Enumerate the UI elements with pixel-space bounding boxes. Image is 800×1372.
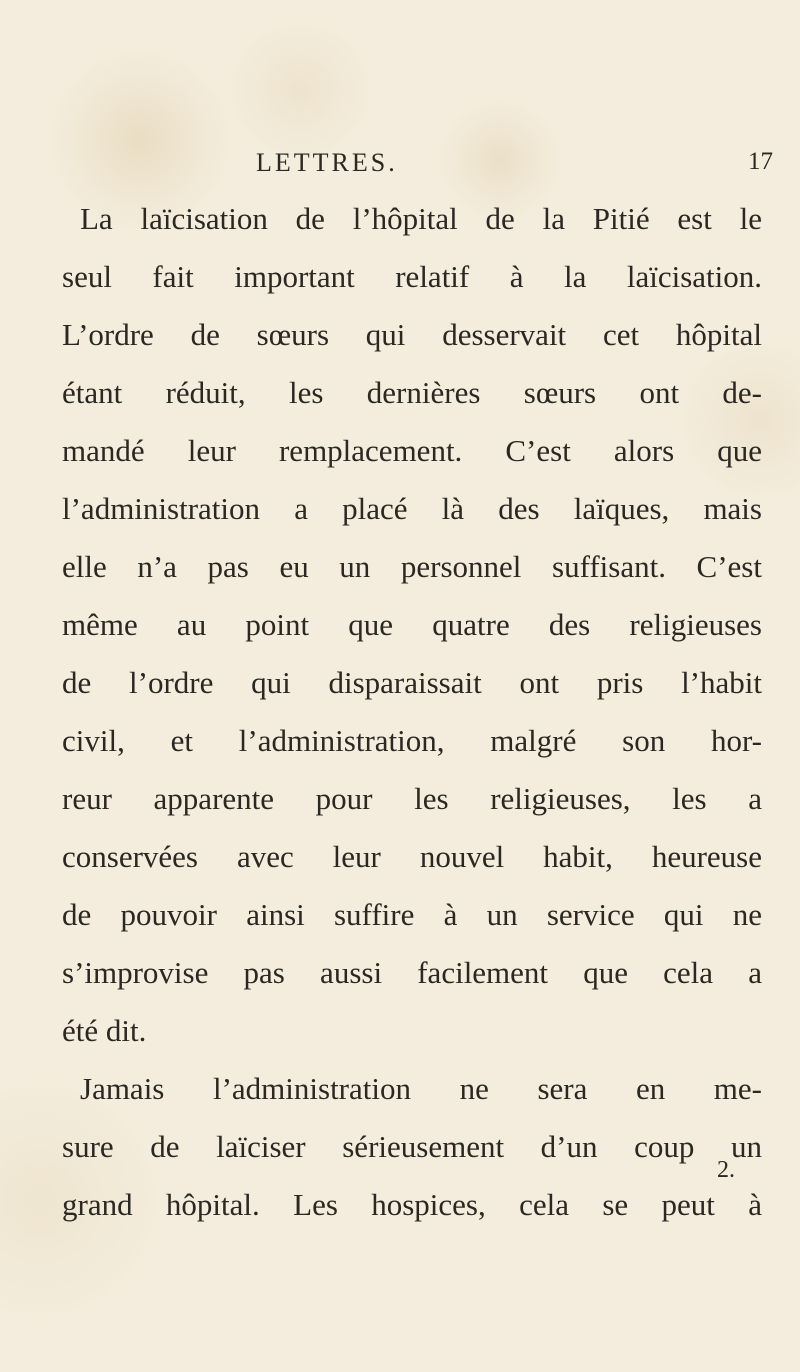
- text-line: l’administration a placé là des laïques, mais: [62, 491, 762, 526]
- text-line: L’ordre de sœurs qui desservait cet hôpital: [62, 317, 762, 352]
- text-line: civil, et l’administration, malgré son hor-: [62, 723, 762, 758]
- page-number: 17: [748, 148, 773, 175]
- signature-mark: 2.: [717, 1157, 735, 1183]
- text-line: Jamais l’administration ne sera en me-: [80, 1071, 762, 1106]
- running-title: LETTRES.: [256, 148, 398, 177]
- text-line: seul fait important relatif à la laïcisation.: [62, 259, 762, 294]
- text-line: été dit.: [62, 1013, 147, 1048]
- text-line: de l’ordre qui disparaissait ont pris l’habit: [62, 665, 762, 700]
- text-line: même au point que quatre des religieuses: [62, 607, 762, 642]
- text-line: elle n’a pas eu un personnel suffisant. C’est: [62, 549, 762, 584]
- text-line: mandé leur remplacement. C’est alors que: [62, 433, 762, 468]
- text-line: grand hôpital. Les hospices, cela se peut à: [62, 1187, 762, 1222]
- text-line: La laïcisation de l’hôpital de la Pitié est le: [80, 201, 762, 236]
- body-text: [62, 190, 762, 1234]
- text-line: de pouvoir ainsi suffire à un service qui ne: [62, 897, 762, 932]
- text-line: conservées avec leur nouvel habit, heureuse: [62, 839, 762, 874]
- text-line: étant réduit, les dernières sœurs ont de-: [62, 375, 762, 410]
- text-line: reur apparente pour les religieuses, les a: [62, 781, 762, 816]
- text-line: sure de laïciser sérieusement d’un coup un: [62, 1129, 762, 1164]
- running-header: [0, 148, 800, 188]
- text-line: s’improvise pas aussi facilement que cela a: [62, 955, 762, 990]
